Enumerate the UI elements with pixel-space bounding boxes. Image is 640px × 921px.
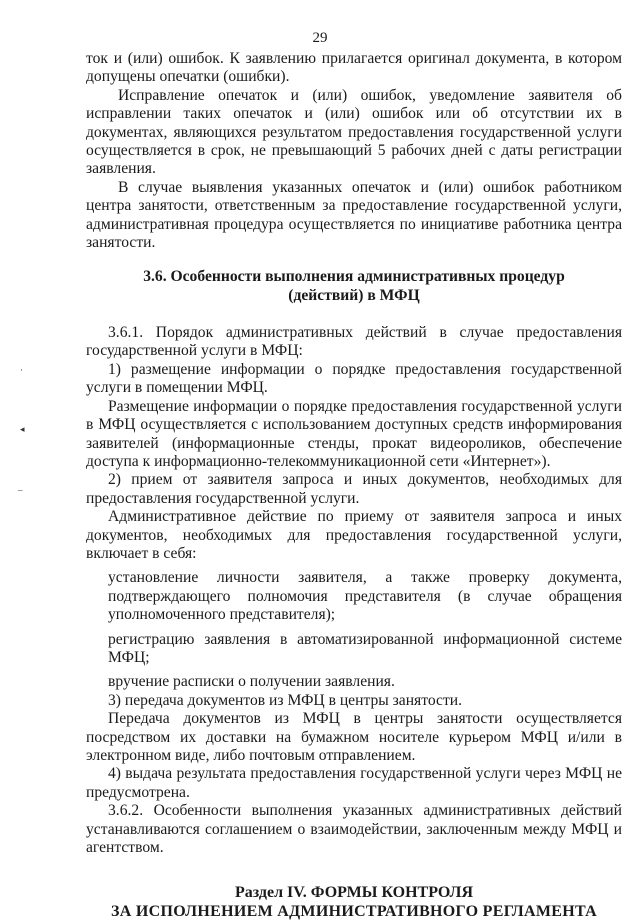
paragraph: Размещение информации о порядке предоставления государственной услуги в МФЦ осуществляется с использованием доступных средств информирования заявителей (информационные стенды, прокат видеороликов, обеспечение доступа к информационно-телекоммуникационной сети «Интернет»). (86, 397, 622, 470)
margin-mark: · (20, 365, 23, 375)
subsection-heading (86, 268, 622, 306)
page-number: 29 (312, 30, 328, 46)
paragraph: 3) передача документов из МФЦ в центры занятости. (108, 691, 463, 709)
paragraph: Исправление опечаток и (или) ошибок, уведомление заявителя об исправлении таких опечаток и (или) ошибок или об отсутствии их в документах, являющихся результатом предоставления государственной услуги осуществляется в срок, не превышающий 5 рабочих дней с даты регистрации заявления. (86, 86, 622, 178)
subsection-heading-line2: (действий) в МФЦ (288, 287, 420, 305)
margin-mark: – (18, 485, 23, 495)
paragraph: В случае выявления указанных опечаток и (или) ошибок работником центра занятости, ответственным за предоставление государственной услуги, административная процедура осуществляется по инициативе работника центра занятости. (86, 178, 622, 252)
section-heading (86, 883, 622, 921)
paragraph: ток и (или) ошибок. К заявлению прилагается оригинал документа, в котором допущены опечатки (ошибки). (86, 50, 622, 86)
paragraph: 1) размещение информации о порядке предоставления государственной услуги в помещении МФЦ. (86, 360, 622, 397)
paragraph: Административное действие по приему от заявителя запроса и иных документов, необходимых для предоставления государственной услуги, включает в себя: (86, 508, 622, 562)
paragraph: 3.6.2. Особенности выполнения указанных административных действий устанавливаются соглашением о взаимодействии, заключенным между МФЦ и агентством. (86, 802, 622, 857)
section-heading-line1: Раздел IV. ФОРМЫ КОНТРОЛЯ (234, 884, 474, 902)
paragraph: 2) прием от заявителя запроса и иных документов, необходимых для предоставления государственной услуги. (86, 471, 622, 507)
paragraph: Передача документов из МФЦ в центры занятости осуществляется посредством их доставки на бумажном носителе курьером МФЦ и/или в электронном виде, либо почтовым отправлением. (86, 710, 622, 764)
section-heading-line2: ЗА ИСПОЛНЕНИЕМ АДМИНИСТРАТИВНОГО РЕГЛАМЕНТА (110, 903, 598, 921)
list-item: установление личности заявителя, а также проверку документа, подтверждающего полномочия представителя (в случае обращения уполномоченного представителя); (108, 569, 622, 624)
paragraph: 3.6.1. Порядок административных действий в случае предоставления государственной услуги в МФЦ: (86, 324, 622, 360)
list-item: регистрацию заявления в автоматизированной информационной системе МФЦ; (108, 630, 622, 666)
list-item: вручение расписки о получении заявления. (108, 673, 395, 691)
margin-mark: ◂ (20, 424, 25, 434)
document-body (86, 50, 622, 921)
paragraph: 4) выдача результата предоставления государственной услуги через МФЦ не предусмотрена. (86, 765, 622, 801)
subsection-heading-line1: 3.6. Особенности выполнения административных процедур (143, 268, 565, 286)
